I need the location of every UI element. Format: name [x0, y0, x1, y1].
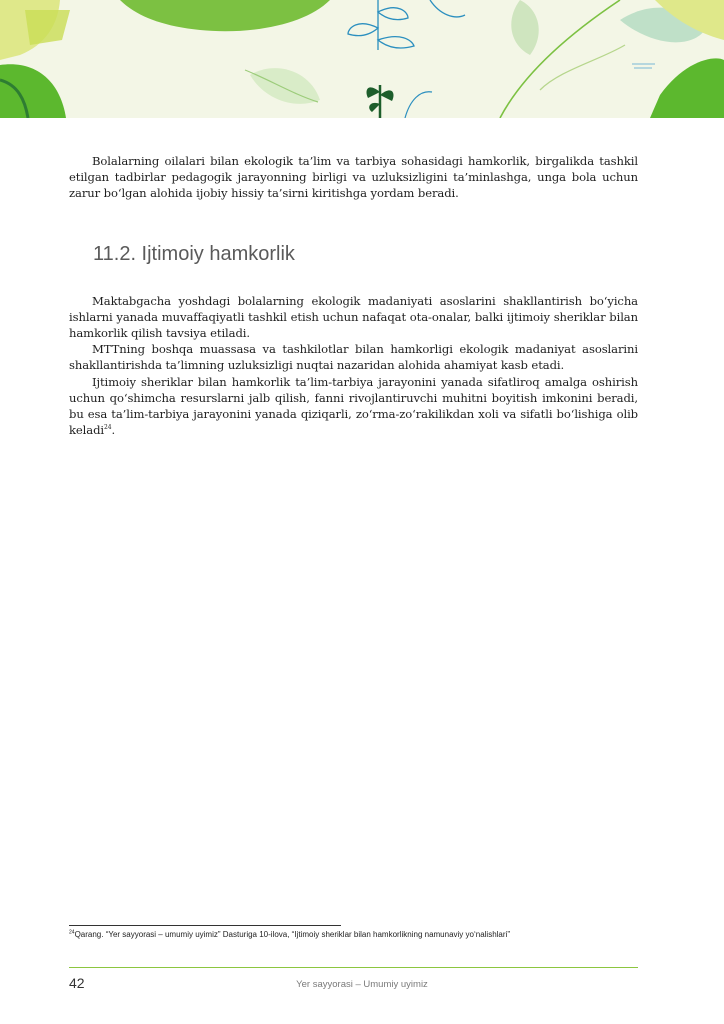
running-title: Yer sayyorasi – Umumiy uyimiz: [296, 979, 428, 990]
paragraph-3: [69, 374, 638, 439]
page-body: [69, 153, 638, 438]
intro-paragraph: Bolalarning oilalari bilan ekologik ta’lim va tarbiya sohasidagi hamkorlik, birgalikda tashkil etilgan tadbirlar pedagogik jarayonning birligi va uzluksizligini ta’minlashga, unga bola uchun zarur bo‘lgan alohida ijobiy hissiy ta’sirni kiritishga yordam beradi.: [69, 154, 638, 201]
paragraph-3-text: Ijtimoiy sheriklar bilan hamkorlik ta’lim-tarbiya jarayonini yanada sifatliroq amalga oshirish uchun qo‘shimcha resurslarni jalb qilish, fanni rivojlantiruvchi muhitni boyitish imkonini beradi, bu esa ta’lim-tarbiya jarayonini yanada qiziqarli, zo‘rma-zo‘rakilikdan xoli va sifatli bo‘lishiga olib keladi: [69, 374, 638, 438]
paragraph-3-period: .: [111, 423, 116, 438]
leaf-illustration: [0, 0, 724, 118]
page-number: 42: [69, 975, 85, 991]
decorative-leaf-banner: [0, 0, 724, 118]
footnote: [69, 930, 638, 939]
footer-divider: [69, 967, 638, 968]
footnote-reference[interactable]: 24: [104, 424, 112, 432]
paragraph-2: MTTning boshqa muassasa va tashkilotlar bilan hamkorligi ekologik madaniyat asoslarini shakllantirishda ta’limning uzluksizligi nuqtai nazaridan alohida ahamiyat kasb etadi.: [69, 342, 638, 373]
section-heading: 11.2. Ijtimoiy hamkorlik: [93, 242, 295, 265]
footnote-text: Qarang. “Yer sayyorasi – umumiy uyimiz” Dasturiga 10-ilova, “Ijtimoiy sheriklar bilan hamkorlikning namunaviy yo‘nalishlari”: [74, 930, 510, 939]
footnote-divider: [69, 925, 341, 926]
footnote-number: 24: [69, 929, 75, 936]
paragraph-1: Maktabgacha yoshdagi bolalarning ekologik madaniyati asoslarini shakllantirish bo‘yicha ishlarni yanada muvaffaqiyatli tashkil etish uchun nafaqat ota-onalar, balki ijtimoiy sheriklar bilan hamkorlik qilish tavsiya etiladi.: [69, 293, 638, 341]
